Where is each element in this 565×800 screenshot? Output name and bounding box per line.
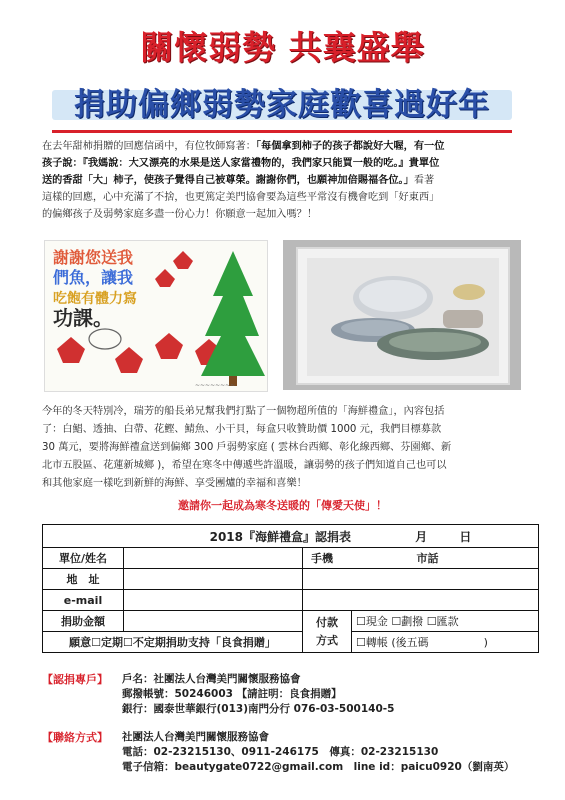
account-bank: 銀行：國泰世華銀行(013)南門分行 076-03-500140-5	[122, 703, 395, 715]
drawing-illustration	[45, 241, 267, 391]
intro-quote: 送的香甜「大」柿子，使孩子覺得自己被尊榮。謝謝你們，也願神加倍賜福各位。」	[42, 175, 414, 186]
unit-name-label: 單位/姓名	[43, 548, 124, 569]
child-thank-you-drawing	[44, 240, 268, 392]
willing-checkbox-row[interactable]: 願意☐定期☐不定期捐助支持「良食捐贈」	[43, 632, 303, 653]
email-field-extra[interactable]	[303, 590, 539, 611]
pay-method-label-2: 方式	[316, 633, 338, 647]
account-label: 【認捐專戶】	[42, 673, 108, 686]
page-title: 關懷弱勢 共襄盛舉	[140, 28, 425, 67]
pay-method-label-1: 付款	[316, 615, 338, 629]
intro-quote: 孩子說：『我媽說：大又漂亮的水果是送人家當禮物的，我們家只能買一般的吃。』貴單位	[42, 158, 440, 169]
intro-quote: 「每個拿到柿子的孩子都說好大喔，有一位	[255, 141, 445, 152]
contact-section	[42, 730, 542, 775]
contact-mail: 電子信箱：beautygate0722@gmail.com line id：paicu0920（劉南英）	[122, 761, 515, 773]
pay-method-label	[303, 611, 352, 653]
address-label: 地 址	[43, 569, 124, 590]
svg-text:~~~~~~~~: ~~~~~~~~	[195, 382, 236, 389]
form-title: 2018『海鮮禮盒』認捐表	[209, 529, 351, 544]
donation-form	[42, 524, 539, 653]
fish-box-photo	[283, 240, 521, 390]
phone-field[interactable]	[303, 548, 539, 569]
title-underline	[52, 130, 512, 133]
amount-field[interactable]	[124, 611, 303, 632]
email-field[interactable]	[124, 590, 303, 611]
intro-text: 這樣的回應，心中充滿了不捨，也更篤定美門協會要為這些平常沒有機會吃到「好東西」	[42, 192, 440, 203]
intro-text: 的偏鄉孩子及弱勢家庭多盡一份心力！你願意一起加入嗎？！	[42, 209, 318, 220]
intro-text: 在去年甜柿捐贈的回應信函中，有位牧師寫著：	[42, 141, 256, 152]
svg-text:功課。: 功課。	[53, 306, 113, 330]
email-label: e-mail	[43, 590, 124, 611]
body-text: 今年的冬天特別冷，瑞芳的船長弟兄幫我們打點了一個物超所值的「海鮮禮盒」，內容包括	[42, 406, 445, 417]
contact-org: 社團法人台灣美門關懷服務協會	[122, 731, 269, 743]
pay-options-row-1[interactable]: ☐現金 ☐劃撥 ☐匯款	[352, 611, 539, 632]
svg-text:吃飽有體力寫: 吃飽有體力寫	[53, 291, 137, 307]
mobile-label: 手機	[311, 552, 333, 565]
amount-label: 捐助金額	[43, 611, 124, 632]
body-text: 和其他家庭一樣吃到新鮮的海鮮、享受團爐的幸福和喜樂！	[42, 478, 307, 489]
intro-paragraph	[42, 138, 532, 223]
svg-text:謝謝您送我: 謝謝您送我	[53, 248, 134, 267]
form-month: 月	[415, 529, 428, 544]
svg-text:們魚，讓我: 們魚，讓我	[53, 268, 134, 287]
invitation-text: 邀請你一起成為寒冬送暖的「傳愛天使」！	[178, 499, 387, 512]
fish-box-illustration	[283, 240, 521, 390]
form-day: 日	[459, 529, 472, 544]
intro-text: 看著	[413, 175, 435, 186]
address-field-extra[interactable]	[303, 569, 539, 590]
unit-name-field[interactable]	[124, 548, 303, 569]
pay-options-row-2[interactable]: ☐轉帳 (後五碼 )	[352, 632, 539, 653]
body-text: 北市五股區、花蓮新城鄉 )，希望在寒冬中傳遞些許溫暖，讓弱勢的孩子們知道自己也可以	[42, 460, 447, 471]
contact-tel: 電話：02-23215130、0911-246175 傳真：02-23215130	[122, 746, 439, 758]
subtitle: 捐助偏鄉弱勢家庭歡喜過好年	[74, 87, 490, 123]
subtitle-banner	[52, 80, 512, 130]
account-postal: 郵撥帳號：50246003 【請註明：良食捐贈】	[122, 688, 342, 700]
body-paragraph	[42, 403, 532, 493]
account-name: 戶名：社團法人台灣美門關懷服務協會	[122, 673, 301, 685]
address-field[interactable]	[124, 569, 303, 590]
body-text: 了：白鯧、透抽、白帶、花鰹、鯖魚、小干貝，每盒只收贊助價 1000 元，我們目標募款	[42, 424, 442, 435]
phone-label: 市話	[416, 552, 439, 565]
form-title-cell	[43, 525, 539, 548]
contact-label: 【聯絡方式】	[42, 731, 108, 744]
body-text: 30 萬元，要將海鮮禮盒送到偏鄉 300 戶弱勢家庭 ( 雲林台西鄉、彰化線西鄉、芬園鄉、新	[42, 442, 452, 453]
account-section	[42, 672, 542, 717]
